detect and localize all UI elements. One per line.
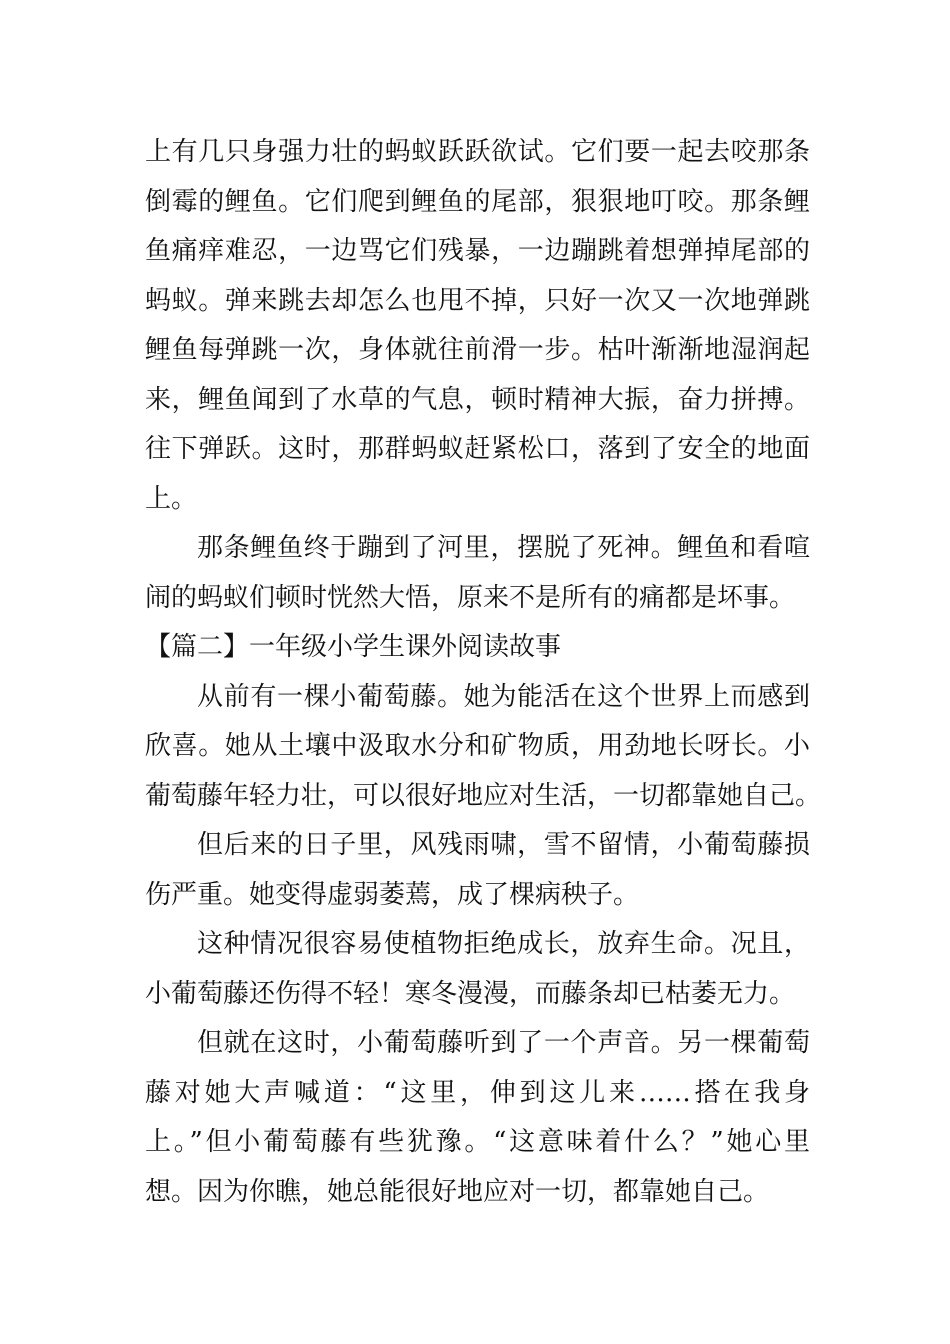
text-line: 那条鲤鱼终于蹦到了河里，摆脱了死神。鲤鱼和看喧	[197, 533, 810, 563]
section-heading	[145, 623, 810, 673]
body-text	[145, 128, 822, 1217]
text-line: 倒霉的鲤鱼。它们爬到鲤鱼的尾部，狠狠地叮咬。那条鲤	[145, 186, 810, 217]
text-line: 往下弹跃。这时，那群蚂蚁赶紧松口，落到了安全的地面	[145, 434, 810, 464]
text-line: 从前有一棵小葡萄藤。她为能活在这个世界上而感到	[197, 681, 810, 712]
text-line: 伤严重。她变得虚弱萎蔫，成了棵病秧子。	[145, 879, 640, 910]
text-line: 但就在这时，小葡萄藤听到了一个声音。另一棵葡萄	[197, 1028, 810, 1058]
text-line: 上。”但小葡萄藤有些犹豫。“这意味着什么？”她心里	[145, 1127, 810, 1157]
text-line: 鲤鱼每弹跳一次，身体就往前滑一步。枯叶渐渐地湿润起	[145, 335, 810, 365]
paragraph	[145, 524, 810, 623]
paragraph	[145, 1019, 810, 1217]
text-line: 想。因为你瞧，她总能很好地应对一切，都靠她自己。	[145, 1176, 770, 1207]
paragraph	[145, 821, 810, 920]
text-line: 蚂蚁。弹来跳去却怎么也甩不掉，只好一次又一次地弹跳	[145, 285, 810, 316]
text-line: 藤对她大声喊道：“这里，伸到这儿来……搭在我身	[145, 1077, 810, 1108]
text-line: 鱼痛痒难忍，一边骂它们残暴，一边蹦跳着想弹掉尾部的	[145, 236, 810, 266]
text-line: 欣喜。她从土壤中汲取水分和矿物质，用劲地长呀长。小	[145, 731, 810, 761]
text-line: 小葡萄藤还伤得不轻！寒冬漫漫，而藤条却已枯萎无力。	[145, 978, 796, 1009]
paragraph	[145, 920, 810, 1019]
text-line: 这种情况很容易使植物拒绝成长，放弃生命。况且，	[197, 929, 810, 959]
text-line: 但后来的日子里，风残雨啸，雪不留情，小葡萄藤损	[197, 830, 810, 860]
text-line: 来，鲤鱼闻到了水草的气息，顿时精神大振，奋力拼搏。	[145, 384, 810, 415]
text-line: 上有几只身强力壮的蚂蚁跃跃欲试。它们要一起去咬那条	[145, 137, 810, 167]
text-line: 闹的蚂蚁们顿时恍然大悟，原来不是所有的痛都是坏事。	[145, 582, 796, 613]
paragraph	[145, 128, 810, 524]
text-line: 上。	[145, 483, 198, 514]
text-line: 葡萄藤年轻力壮，可以很好地应对生活，一切都靠她自己。	[145, 780, 822, 811]
paragraph	[145, 673, 822, 822]
text-line: 【篇二】一年级小学生课外阅读故事	[145, 632, 562, 662]
